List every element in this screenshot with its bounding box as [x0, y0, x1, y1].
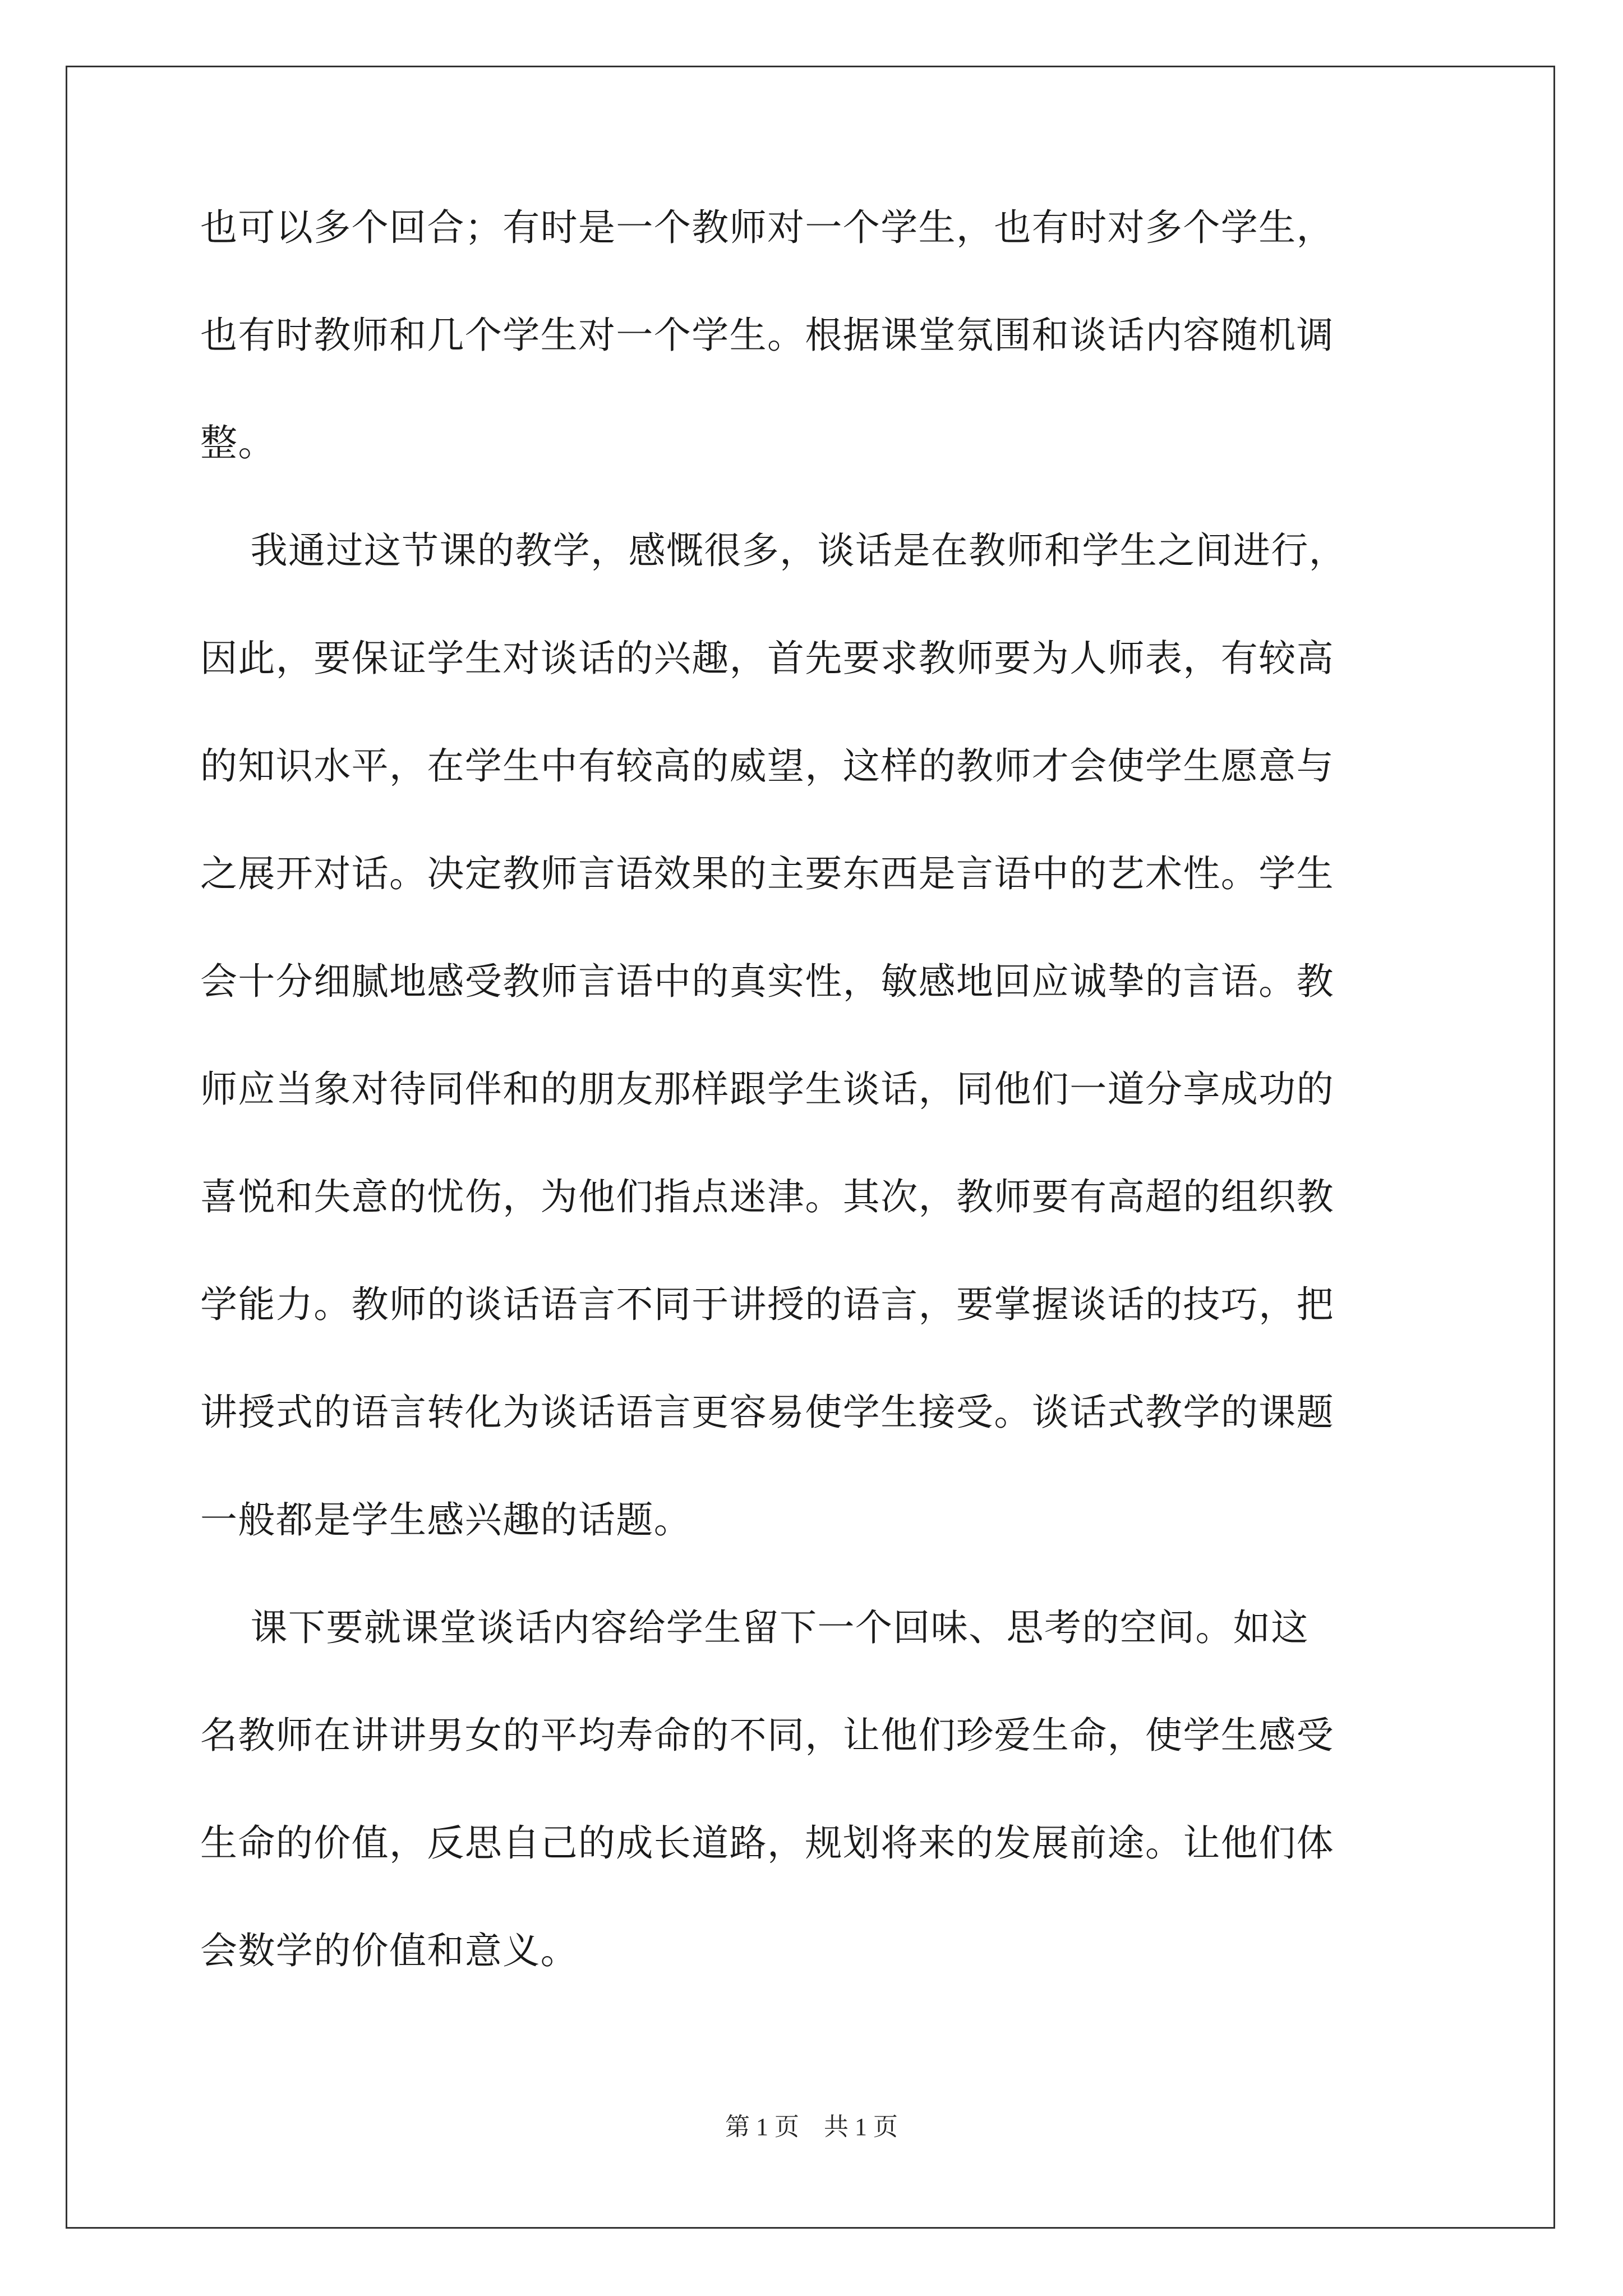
text-line: 也有时教师和几个学生对一个学生。根据课堂氛围和谈话内容随机调 — [200, 314, 1334, 357]
document-body — [200, 201, 1434, 2032]
text-line: 学能力。教师的谈话语言不同于讲授的语言，要掌握谈话的技巧，把 — [200, 1283, 1334, 1326]
text-line: 因此，要保证学生对谈话的兴趣，首先要求教师要为人师表，有较高 — [200, 637, 1334, 680]
page-footer — [0, 2110, 1623, 2144]
text-line: 讲授式的语言转化为谈话语言更容易使学生接受。谈话式教学的课题 — [200, 1391, 1334, 1434]
text-line: 喜悦和失意的忧伤，为他们指点迷津。其次，教师要有高超的组织教 — [200, 1175, 1334, 1218]
text-line: 生命的价值，反思自己的成长道路，规划将来的发展前途。让他们体 — [200, 1821, 1334, 1865]
text-line: 师应当象对待同伴和的朋友那样跟学生谈话，同他们一道分享成功的 — [200, 1068, 1334, 1111]
text-line: 一般都是学生感兴趣的话题。 — [200, 1498, 692, 1542]
text-line: 课下要就课堂谈话内容给学生留下一个回味、思考的空间。如这 — [200, 1606, 1309, 1649]
text-line: 整。 — [200, 421, 276, 464]
text-line: 名教师在讲讲男女的平均寿命的不同，让他们珍爱生命，使学生感受 — [200, 1714, 1334, 1757]
text-line: 之展开对话。决定教师言语效果的主要东西是言语中的艺术性。学生 — [200, 852, 1334, 895]
page-number-label: 第 1 页 共 1 页 — [725, 2113, 898, 2141]
text-line: 会十分细腻地感受教师言语中的真实性，敏感地回应诚挚的言语。教 — [200, 960, 1334, 1003]
text-line: 我通过这节课的教学，感慨很多，谈话是在教师和学生之间进行， — [200, 529, 1347, 572]
text-line: 会数学的价值和意义。 — [200, 1929, 578, 1972]
text-line: 也可以多个回合；有时是一个教师对一个学生，也有时对多个学生， — [200, 206, 1334, 249]
text-line: 的知识水平，在学生中有较高的威望，这样的教师才会使学生愿意与 — [200, 744, 1334, 788]
